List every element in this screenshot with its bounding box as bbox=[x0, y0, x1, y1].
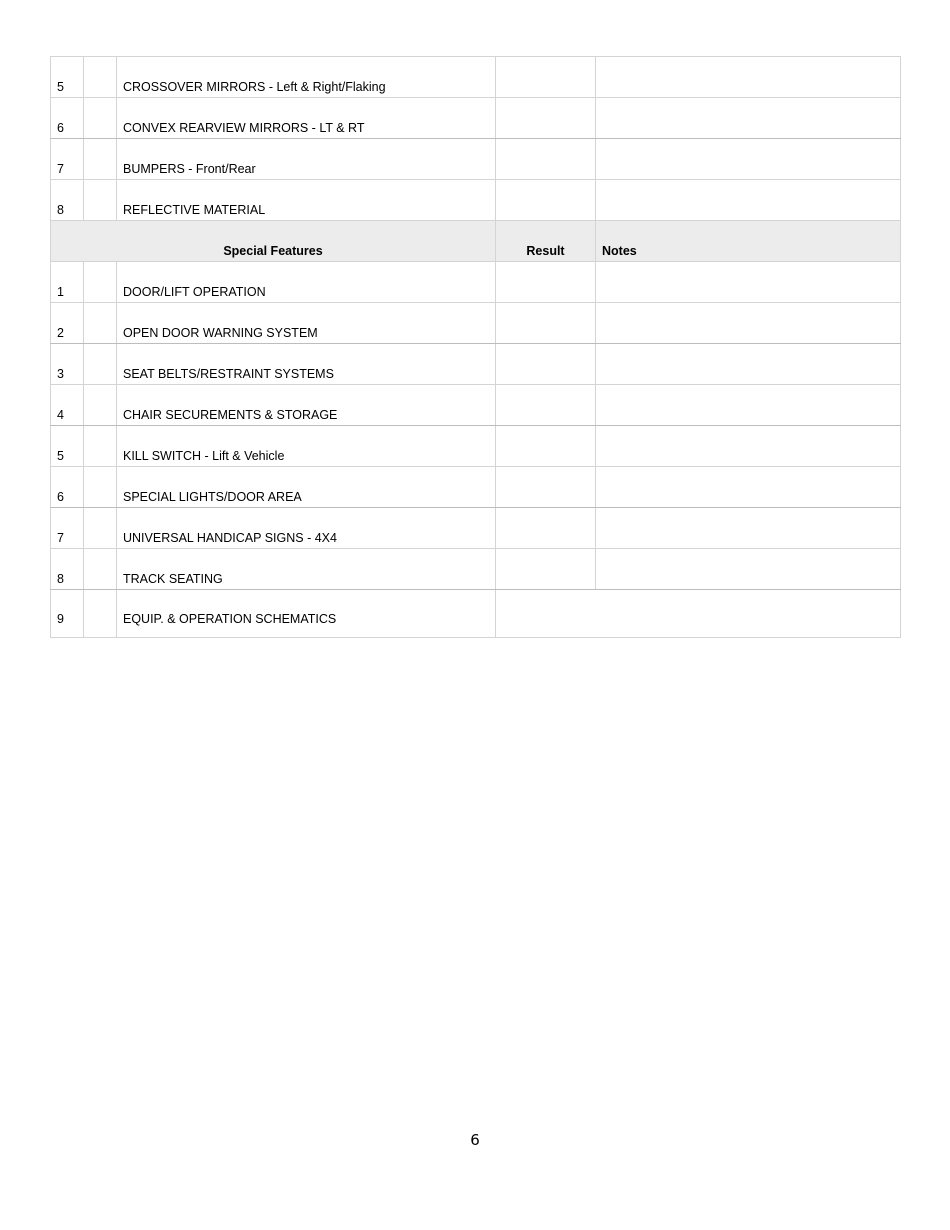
check-cell[interactable] bbox=[84, 549, 117, 590]
check-cell[interactable] bbox=[84, 98, 117, 139]
item-label: DOOR/LIFT OPERATION bbox=[117, 262, 496, 303]
check-cell[interactable] bbox=[84, 344, 117, 385]
result-cell[interactable] bbox=[496, 303, 596, 344]
special-features-heading: Special Features bbox=[51, 221, 496, 262]
result-cell[interactable] bbox=[496, 508, 596, 549]
table-row bbox=[51, 549, 901, 590]
notes-cell[interactable] bbox=[596, 303, 901, 344]
item-label: CROSSOVER MIRRORS - Left & Right/Flaking bbox=[117, 57, 496, 98]
table-row bbox=[51, 590, 901, 638]
item-label: REFLECTIVE MATERIAL bbox=[117, 180, 496, 221]
notes-cell[interactable] bbox=[596, 98, 901, 139]
row-number: 6 bbox=[51, 98, 84, 139]
table-row bbox=[51, 180, 901, 221]
table-row bbox=[51, 98, 901, 139]
check-cell[interactable] bbox=[84, 303, 117, 344]
check-cell[interactable] bbox=[84, 385, 117, 426]
item-label: SEAT BELTS/RESTRAINT SYSTEMS bbox=[117, 344, 496, 385]
check-cell[interactable] bbox=[84, 467, 117, 508]
check-cell[interactable] bbox=[84, 180, 117, 221]
row-number: 3 bbox=[51, 344, 84, 385]
notes-cell[interactable] bbox=[596, 139, 901, 180]
table-row bbox=[51, 426, 901, 467]
notes-cell[interactable] bbox=[596, 262, 901, 303]
result-cell[interactable] bbox=[496, 426, 596, 467]
check-cell[interactable] bbox=[84, 426, 117, 467]
result-cell[interactable] bbox=[496, 549, 596, 590]
result-cell[interactable] bbox=[496, 180, 596, 221]
page-number: 6 bbox=[470, 1131, 480, 1149]
check-cell[interactable] bbox=[84, 262, 117, 303]
row-number: 8 bbox=[51, 549, 84, 590]
notes-cell[interactable] bbox=[596, 549, 901, 590]
row-number: 6 bbox=[51, 467, 84, 508]
check-cell[interactable] bbox=[84, 139, 117, 180]
result-cell[interactable] bbox=[496, 262, 596, 303]
item-label: EQUIP. & OPERATION SCHEMATICS bbox=[117, 590, 496, 638]
item-label: KILL SWITCH - Lift & Vehicle bbox=[117, 426, 496, 467]
row-number: 2 bbox=[51, 303, 84, 344]
result-cell[interactable] bbox=[496, 385, 596, 426]
table-row bbox=[51, 467, 901, 508]
notes-cell[interactable] bbox=[596, 180, 901, 221]
item-label: TRACK SEATING bbox=[117, 549, 496, 590]
result-cell[interactable] bbox=[496, 57, 596, 98]
notes-cell[interactable] bbox=[596, 508, 901, 549]
inspection-checklist-table bbox=[50, 56, 901, 638]
row-number: 5 bbox=[51, 57, 84, 98]
notes-cell[interactable] bbox=[596, 385, 901, 426]
item-label: UNIVERSAL HANDICAP SIGNS - 4X4 bbox=[117, 508, 496, 549]
check-cell[interactable] bbox=[84, 590, 117, 638]
row-number: 8 bbox=[51, 180, 84, 221]
row-number: 4 bbox=[51, 385, 84, 426]
table-row bbox=[51, 385, 901, 426]
table-row bbox=[51, 262, 901, 303]
table-row bbox=[51, 57, 901, 98]
result-column-header: Result bbox=[496, 221, 596, 262]
row-number: 5 bbox=[51, 426, 84, 467]
notes-cell[interactable] bbox=[596, 426, 901, 467]
item-label: CONVEX REARVIEW MIRRORS - LT & RT bbox=[117, 98, 496, 139]
check-cell[interactable] bbox=[84, 57, 117, 98]
notes-column-header: Notes bbox=[596, 221, 901, 262]
row-number: 9 bbox=[51, 590, 84, 638]
notes-cell[interactable] bbox=[596, 57, 901, 98]
item-label: SPECIAL LIGHTS/DOOR AREA bbox=[117, 467, 496, 508]
row-number: 7 bbox=[51, 508, 84, 549]
result-cell[interactable] bbox=[496, 139, 596, 180]
section-header-row bbox=[51, 221, 901, 262]
result-notes-cell[interactable] bbox=[496, 590, 901, 638]
table-row bbox=[51, 303, 901, 344]
table-row bbox=[51, 139, 901, 180]
result-cell[interactable] bbox=[496, 344, 596, 385]
item-label: CHAIR SECUREMENTS & STORAGE bbox=[117, 385, 496, 426]
table-row bbox=[51, 508, 901, 549]
table-row bbox=[51, 344, 901, 385]
result-cell[interactable] bbox=[496, 467, 596, 508]
row-number: 7 bbox=[51, 139, 84, 180]
notes-cell[interactable] bbox=[596, 344, 901, 385]
item-label: OPEN DOOR WARNING SYSTEM bbox=[117, 303, 496, 344]
row-number: 1 bbox=[51, 262, 84, 303]
item-label: BUMPERS - Front/Rear bbox=[117, 139, 496, 180]
notes-cell[interactable] bbox=[596, 467, 901, 508]
result-cell[interactable] bbox=[496, 98, 596, 139]
check-cell[interactable] bbox=[84, 508, 117, 549]
